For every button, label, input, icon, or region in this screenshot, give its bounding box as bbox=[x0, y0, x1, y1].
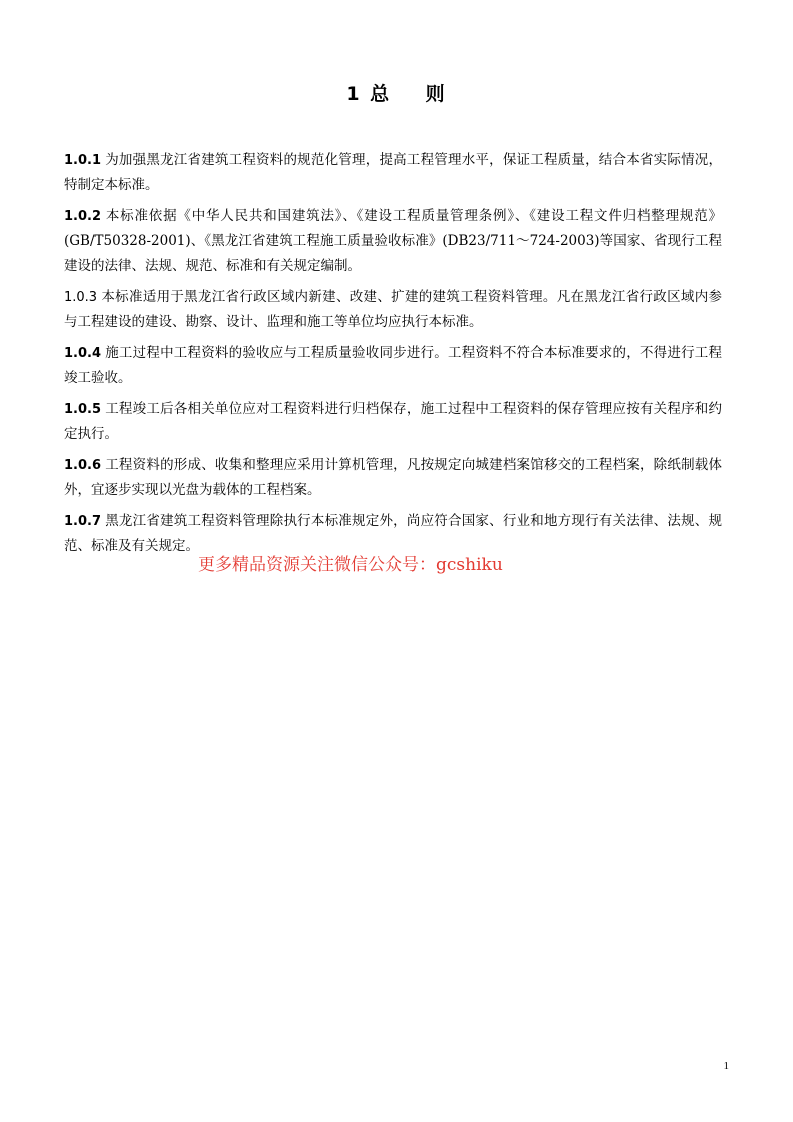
clause-text: 工程竣工后各相关单位应对工程资料进行归档保存，施工过程中工程资料的保存管理应按有关程序和约定执行。 bbox=[64, 401, 722, 442]
page-number: 1 bbox=[723, 1060, 729, 1072]
clause-text: 工程资料的形成、收集和整理应采用计算机管理，凡按规定向城建档案馆移交的工程档案，除纸制载体外，宜逐步实现以光盘为载体的工程档案。 bbox=[64, 457, 722, 498]
chapter-title: 1 总 则 bbox=[346, 83, 447, 105]
clause-1-0-4 bbox=[64, 341, 722, 391]
clause-number: 1.0.1 bbox=[64, 153, 102, 168]
clause-text: 本标准适用于黑龙江省行政区域内新建、改建、扩建的建筑工程资料管理。凡在黑龙江省行政区域内参与工程建设的建设、勘察、设计、监理和施工等单位均应执行本标准。 bbox=[64, 289, 722, 330]
clause-number: 1.0.3 bbox=[64, 290, 98, 305]
clause-list bbox=[64, 148, 722, 565]
clause-1-0-1 bbox=[64, 148, 722, 198]
clause-1-0-6 bbox=[64, 453, 722, 503]
clause-number: 1.0.5 bbox=[64, 402, 102, 417]
clause-1-0-5 bbox=[64, 397, 722, 447]
clause-1-0-2 bbox=[64, 204, 722, 279]
clause-1-0-3 bbox=[64, 285, 722, 335]
watermark-text: 更多精品资源关注微信公众号：gcshiku bbox=[198, 555, 503, 575]
clause-text: 施工过程中工程资料的验收应与工程质量验收同步进行。工程资料不符合本标准要求的，不得进行工程竣工验收。 bbox=[64, 345, 722, 386]
clause-text: 本标准依据《中华人民共和国建筑法》、《建设工程质量管理条例》、《建设工程文件归档整理规范》(GB/T50328-2001)、《黑龙江省建筑工程施工质量验收标准》(DB23/711～724-2003)等国家、省现行工程建设的法律、法规、规范、标准和有关规定编制。 bbox=[64, 208, 722, 274]
clause-number: 1.0.6 bbox=[64, 458, 102, 473]
clause-number: 1.0.2 bbox=[64, 209, 102, 224]
clause-text: 黑龙江省建筑工程资料管理除执行本标准规定外，尚应符合国家、行业和地方现行有关法律、法规、规范、标准及有关规定。 bbox=[64, 513, 722, 554]
clause-number: 1.0.7 bbox=[64, 514, 102, 529]
clause-number: 1.0.4 bbox=[64, 346, 102, 361]
clause-text: 为加强黑龙江省建筑工程资料的规范化管理，提高工程管理水平，保证工程质量，结合本省实际情况，特制定本标准。 bbox=[64, 152, 722, 193]
